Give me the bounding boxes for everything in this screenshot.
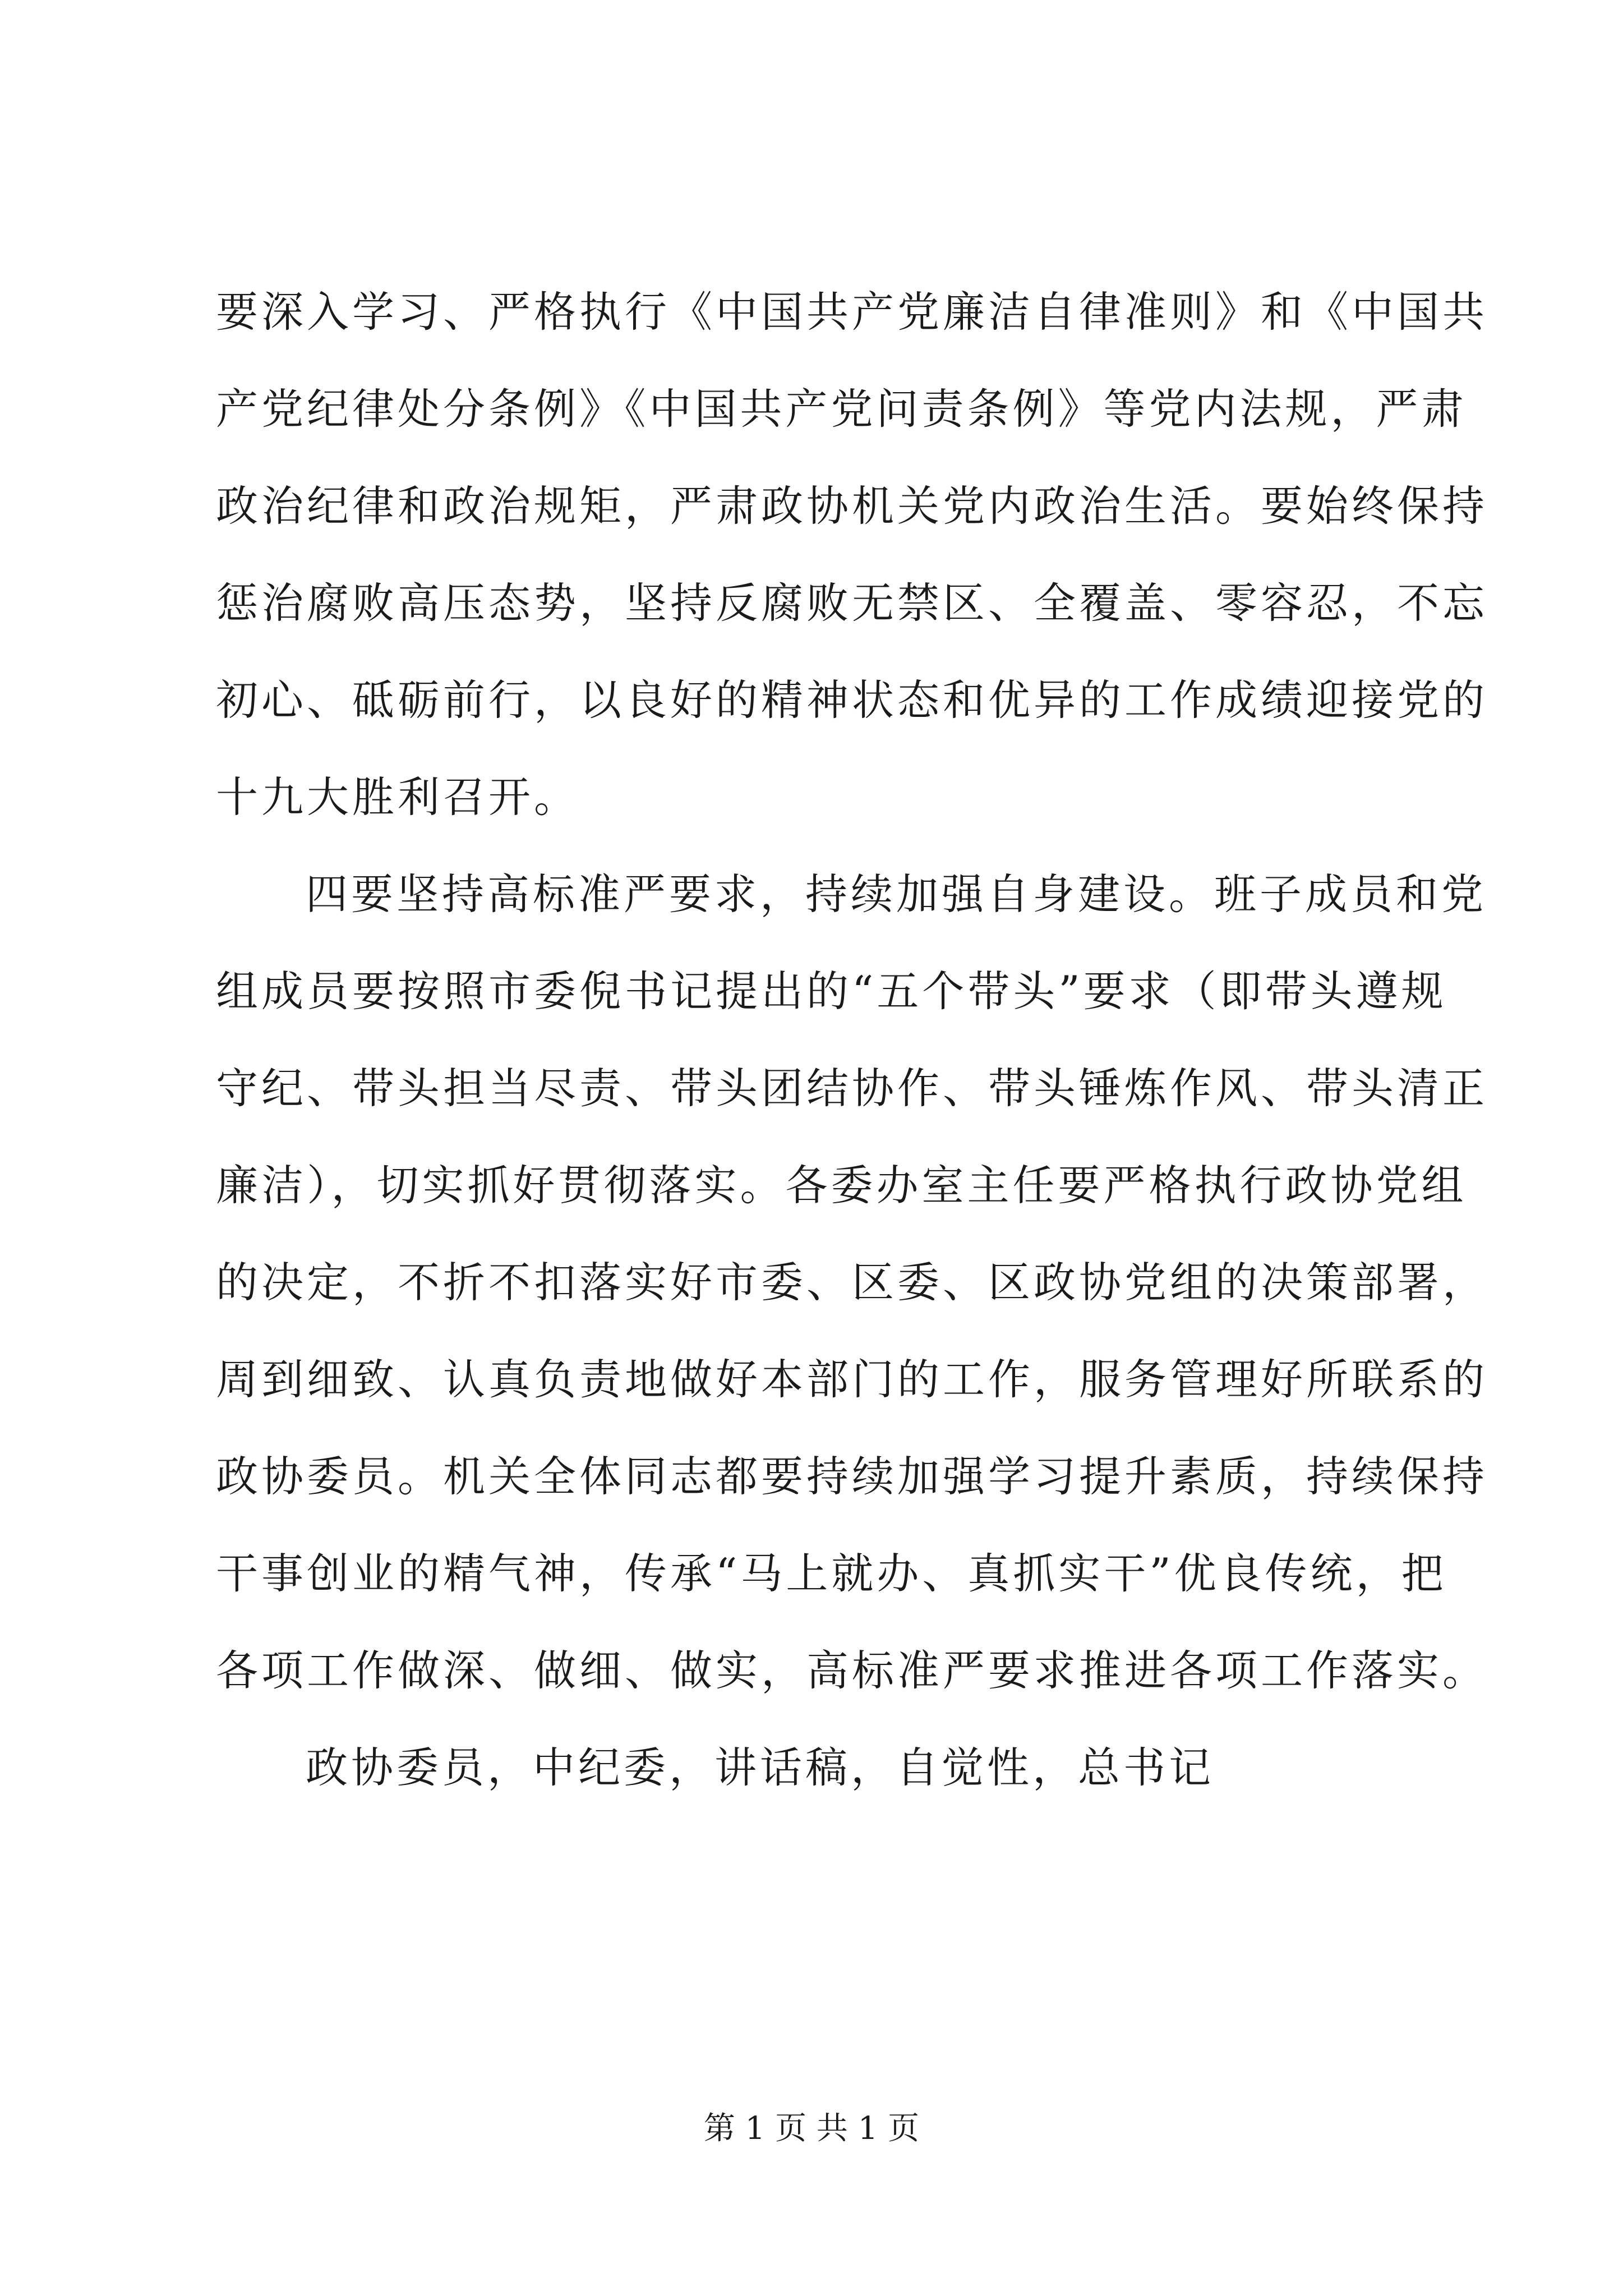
paragraph-line: 组成员要按照市委倪书记提出的“五个带头”要求（即带头遵规 (216, 967, 1447, 1016)
paragraph-line: 的决定，不折不扣落实好市委、区委、区政协党组的决策部署， (216, 1258, 1488, 1307)
paragraph-line: 各项工作做深、做细、做实，高标准严要求推进各项工作落实。 (216, 1646, 1488, 1695)
paragraph-line: 政协委员。机关全体同志都要持续加强学习提升素质，持续保持 (216, 1452, 1488, 1501)
paragraph-line: 初心、砥砺前行，以良好的精神状态和优异的工作成绩迎接党的 (216, 675, 1488, 725)
paragraph-line: 十九大胜利召开。 (216, 772, 580, 822)
page-footer: 第 1 页 共 1 页 (703, 2110, 920, 2147)
paragraph-line: 要深入学习、严格执行《中国共产党廉洁自律准则》和《中国共 (216, 287, 1488, 337)
paragraph-line: 廉洁），切实抓好贯彻落实。各委办室主任要严格执行政协党组 (216, 1161, 1467, 1210)
document-body (216, 264, 1488, 1816)
paragraph-line: 政治纪律和政治规矩，严肃政协机关党内政治生活。要始终保持 (216, 481, 1488, 531)
paragraph-line: 周到细致、认真负责地做好本部门的工作，服务管理好所联系的 (216, 1355, 1488, 1404)
paragraph-line: 干事创业的精气神，传承“马上就办、真抓实干”优良传统，把 (216, 1549, 1447, 1598)
keywords-line: 政协委员，中纪委，讲话稿，自觉性，总书记 (306, 1743, 1215, 1792)
paragraph-line: 产党纪律处分条例》《中国共产党问责条例》等党内法规，严肃 (216, 384, 1467, 434)
paragraph-line: 四要坚持高标准严要求，持续加强自身建设。班子成员和党 (306, 869, 1487, 919)
paragraph-line: 惩治腐败高压态势，坚持反腐败无禁区、全覆盖、零容忍，不忘 (216, 578, 1488, 628)
paragraph-line: 守纪、带头担当尽责、带头团结协作、带头锤炼作风、带头清正 (216, 1064, 1488, 1113)
